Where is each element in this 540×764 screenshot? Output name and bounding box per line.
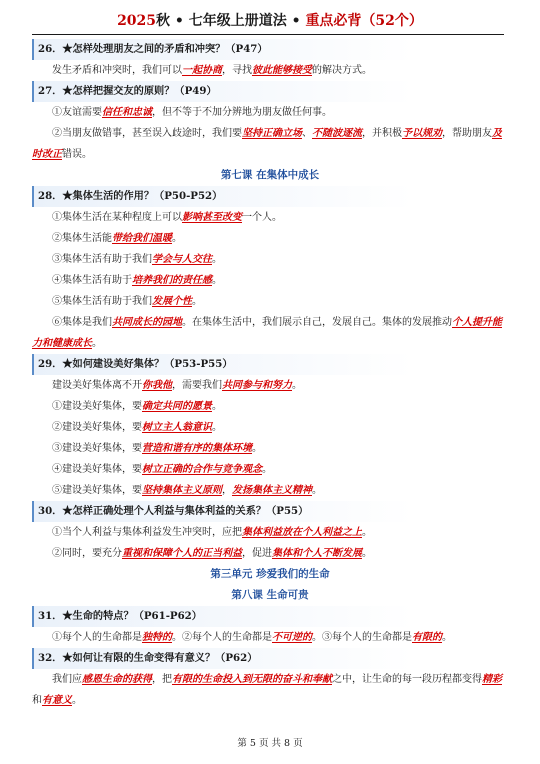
text-run: 。 — [292, 380, 302, 391]
answer-paragraph — [32, 543, 508, 564]
answer-paragraph — [32, 627, 508, 648]
answer-paragraph — [32, 669, 508, 711]
question-heading — [32, 501, 508, 522]
answer-paragraph — [32, 438, 508, 459]
section-heading — [32, 585, 508, 606]
text-run: 、 — [302, 128, 312, 139]
text-run: 。 — [172, 233, 182, 244]
text-run: 26．★怎样处理朋友之间的矛盾和冲突？（P47） — [38, 43, 268, 55]
text-run: 。 — [262, 464, 272, 475]
key-phrase: 树立主人翁意识 — [142, 422, 212, 433]
text-run: ①建设美好集体，要 — [52, 401, 142, 412]
key-phrase: 发展个性 — [152, 296, 192, 307]
answer-paragraph — [32, 375, 508, 396]
key-phrase: 共同参与和努力 — [222, 380, 292, 391]
text-run: ，促进 — [242, 548, 272, 559]
text-run: 。在集体生活中，我们展示自己，发展自己。集体的发展推动 — [182, 317, 452, 328]
answer-paragraph — [32, 270, 508, 291]
key-phrase: 及时改正 — [32, 128, 502, 160]
key-phrase: 坚持正确立场 — [242, 128, 302, 139]
question-heading — [32, 39, 508, 60]
key-phrase: 不可逆的 — [272, 632, 312, 643]
text-run: 建设美好集体离不开 — [52, 380, 142, 391]
page-title — [0, 10, 540, 30]
text-run: 。 — [212, 422, 222, 433]
text-run: 30．★怎样正确处理个人利益与集体利益的关系？（P55） — [38, 505, 309, 517]
text-run: ④建设美好集体，要 — [52, 464, 142, 475]
key-phrase: 有限的 — [412, 632, 442, 643]
header-divider — [32, 34, 504, 35]
key-phrase: 影响甚至改变 — [182, 212, 242, 223]
key-phrase: 感恩生命的获得 — [82, 674, 152, 685]
text-run: ，寻找 — [222, 65, 252, 76]
key-phrase: 坚持集体主义原则 — [142, 485, 222, 496]
text-run: 错误。 — [62, 149, 92, 160]
answer-paragraph — [32, 60, 508, 81]
text-run: 第三单元 珍爱我们的生命 — [210, 568, 330, 580]
text-run: 31．★生命的特点？（P61-P62） — [38, 610, 202, 622]
key-phrase: 你我他 — [142, 380, 172, 391]
key-phrase: 营造和谐有序的集体环境 — [142, 443, 252, 454]
text-run: 的解决方式。 — [312, 65, 372, 76]
text-run: 。 — [192, 296, 202, 307]
key-phrase: 彼此能够接受 — [252, 65, 312, 76]
key-phrase: 独特的 — [142, 632, 172, 643]
text-run: 27．★怎样把握交友的原则？（P49） — [38, 85, 217, 97]
text-run: ③集体生活有助于我们 — [52, 254, 152, 265]
text-run: 。 — [362, 527, 372, 538]
answer-paragraph — [32, 417, 508, 438]
key-phrase: 重视和保障个人的正当利益 — [122, 548, 242, 559]
text-run: 第七课 在集体中成长 — [220, 169, 320, 181]
text-run: 。②每个人的生命都是 — [172, 632, 272, 643]
text-run: ②集体生活能 — [52, 233, 112, 244]
text-run: 。 — [212, 254, 222, 265]
text-run: 和 — [32, 695, 42, 706]
text-run: ，并积极 — [362, 128, 402, 139]
text-run: 。 — [212, 401, 222, 412]
key-phrase: 集体和个人不断发展 — [272, 548, 362, 559]
key-phrase: 培养我们的责任感 — [132, 275, 212, 286]
text-run: 我们应 — [52, 674, 82, 685]
text-run: ⑤建设美好集体，要 — [52, 485, 142, 496]
answer-paragraph — [32, 522, 508, 543]
text-run: 。 — [212, 275, 222, 286]
title-subject: • 七年级上册道法 • — [170, 13, 306, 29]
text-run: 发生矛盾和冲突时，我们可以 — [52, 65, 182, 76]
key-phrase: 树立正确的合作与竞争观念 — [142, 464, 262, 475]
text-run: 一个人。 — [242, 212, 282, 223]
key-phrase: 确定共同的愿景 — [142, 401, 212, 412]
answer-paragraph — [32, 480, 508, 501]
text-run: ， — [222, 485, 232, 496]
answer-paragraph — [32, 249, 508, 270]
title-year: 2025 — [117, 13, 157, 29]
text-run: ，帮助朋友 — [442, 128, 492, 139]
text-run: 。 — [312, 485, 322, 496]
text-run: 第八课 生命可贵 — [231, 589, 309, 601]
text-run: ，但不等于不加分辨地为朋友做任何事。 — [152, 107, 332, 118]
text-run: ②建设美好集体，要 — [52, 422, 142, 433]
text-run: ，把 — [152, 674, 172, 685]
question-heading — [32, 648, 508, 669]
key-phrase: 发扬集体主义精神 — [232, 485, 312, 496]
text-run: 32．★如何让有限的生命变得有意义？（P62） — [38, 652, 258, 664]
text-run: ①集体生活在某种程度上可以 — [52, 212, 182, 223]
text-run: 。 — [362, 548, 372, 559]
key-phrase: 精彩 — [482, 674, 502, 685]
key-phrase: 予以规劝 — [402, 128, 442, 139]
text-run: ①友谊需要 — [52, 107, 102, 118]
answer-paragraph — [32, 459, 508, 480]
key-phrase: 学会与人交往 — [152, 254, 212, 265]
question-heading — [32, 354, 508, 375]
text-run: 28．★集体生活的作用？（P50-P52） — [38, 190, 223, 202]
key-phrase: 有限的生命投入到无限的奋斗和奉献 — [172, 674, 332, 685]
text-run: 。③每个人的生命都是 — [312, 632, 412, 643]
section-heading — [32, 165, 508, 186]
key-phrase: 一起协商 — [182, 65, 222, 76]
title-season: 秋 — [156, 13, 171, 29]
section-heading — [32, 564, 508, 585]
text-run: ①每个人的生命都是 — [52, 632, 142, 643]
answer-paragraph — [32, 312, 508, 354]
text-run: ③建设美好集体，要 — [52, 443, 142, 454]
question-heading — [32, 186, 508, 207]
page-content — [32, 39, 508, 711]
text-run: 。 — [72, 695, 82, 706]
key-phrase: 共同成长的园地 — [112, 317, 182, 328]
key-phrase: 有意义 — [42, 695, 72, 706]
text-run: ④集体生活有助于 — [52, 275, 132, 286]
text-run: 之中，让生命的每一段历程都变得 — [332, 674, 482, 685]
question-heading — [32, 606, 508, 627]
page-footer: 第 5 页 共 8 页 — [237, 738, 303, 749]
answer-paragraph — [32, 123, 508, 165]
key-phrase: 集体利益放在个人利益之上 — [242, 527, 362, 538]
text-run: 。 — [92, 338, 102, 349]
text-run: 29．★如何建设美好集体？（P53-P55） — [38, 358, 233, 370]
answer-paragraph — [32, 291, 508, 312]
key-phrase: 带给我们温暖 — [112, 233, 172, 244]
title-main: 重点必背（52个） — [305, 13, 423, 29]
text-run: 。 — [442, 632, 452, 643]
key-phrase: 信任和忠诚 — [102, 107, 152, 118]
text-run: ②同时，要充分 — [52, 548, 122, 559]
text-run: ①当个人利益与集体利益发生冲突时，应把 — [52, 527, 242, 538]
question-heading — [32, 81, 508, 102]
answer-paragraph — [32, 396, 508, 417]
text-run: ②当朋友做错事，甚至误入歧途时，我们要 — [52, 128, 242, 139]
text-run: ⑥集体是我们 — [52, 317, 112, 328]
key-phrase: 不随波逐流 — [312, 128, 362, 139]
answer-paragraph — [32, 207, 508, 228]
answer-paragraph — [32, 102, 508, 123]
text-run: 。 — [252, 443, 262, 454]
text-run: ，需要我们 — [172, 380, 222, 391]
text-run: ⑤集体生活有助于我们 — [52, 296, 152, 307]
key-phrase: 个人提升能力和健康成长 — [32, 317, 502, 349]
answer-paragraph — [32, 228, 508, 249]
